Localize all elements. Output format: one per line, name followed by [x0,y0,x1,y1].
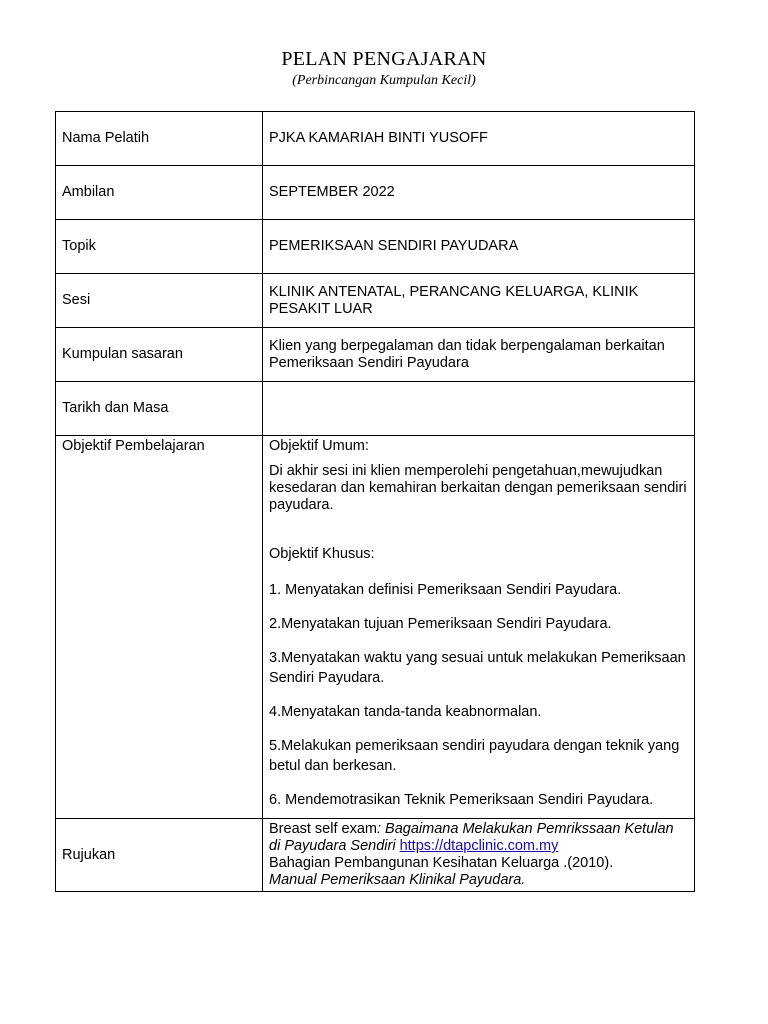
objektif-umum-heading: Objektif Umum: [269,438,369,454]
row-value: SEPTEMBER 2022 [263,166,695,220]
row-label: Nama Pelatih [56,112,263,166]
objektif-khusus-item: 2.Menyatakan tujuan Pemeriksaan Sendiri Payudara. [269,616,612,632]
reference-1-link[interactable]: https://dtapclinic.com.my [399,838,559,854]
reference-1-title: : Bagaimana Melakukan Pemrikssaan Ketulan di Payudara Sendiri [269,821,674,854]
row-value: PJKA KAMARIAH BINTI YUSOFF [263,112,695,166]
table-row-kumpulan-sasaran [56,328,695,382]
objektif-content [263,436,695,819]
row-label: Kumpulan sasaran [56,328,263,382]
page-title: PELAN PENGAJARAN [281,48,487,70]
table-row-tarikh-dan-masa [56,382,695,436]
objektif-khusus-heading: Objektif Khusus: [269,546,375,562]
row-label: Tarikh dan Masa [56,382,263,436]
table-row-objektif [56,436,695,819]
row-value: Klien yang berpegalaman dan tidak berpengalaman berkaitan Pemeriksaan Sendiri Payudara [263,328,695,382]
row-value [263,382,695,436]
objektif-umum-text: Di akhir sesi ini klien memperolehi pengetahuan,mewujudkan kesedaran dan kemahiran berkaitan dengan pemeriksaan sendiri payudara. [269,463,687,513]
table-row-nama-pelatih [56,112,695,166]
lesson-plan-table [55,111,695,892]
objektif-khusus-item: 1. Menyatakan definisi Pemeriksaan Sendiri Payudara. [269,582,622,598]
row-value: PEMERIKSAAN SENDIRI PAYUDARA [263,220,695,274]
objektif-khusus-item: 6. Mendemotrasikan Teknik Pemeriksaan Sendiri Payudara. [269,792,654,808]
row-value: KLINIK ANTENATAL, PERANCANG KELUARGA, KLINIK PESAKIT LUAR [263,274,695,328]
reference-1-prefix: Breast self exam [269,821,377,837]
objektif-khusus-item: 5.Melakukan pemeriksaan sendiri payudara dengan teknik yang betul dan berkesan. [269,738,680,774]
reference-1 [269,821,688,855]
table-row-ambilan [56,166,695,220]
rujukan-content [263,819,695,892]
page-subtitle: (Perbincangan Kumpulan Kecil) [292,73,476,88]
reference-2-title: Manual Pemeriksaan Klinikal Payudara. [269,872,526,888]
reference-2-text: Bahagian Pembangunan Kesihatan Keluarga .(2010). [269,855,614,871]
objektif-khusus-item: 4.Menyatakan tanda-tanda keabnormalan. [269,704,542,720]
row-label: Objektif Pembelajaran [56,436,263,819]
row-label: Rujukan [56,819,263,892]
row-label: Sesi [56,274,263,328]
table-row-sesi [56,274,695,328]
table-row-rujukan [56,819,695,892]
objektif-khusus-item: 3.Menyatakan waktu yang sesuai untuk melakukan Pemeriksaan Sendiri Payudara. [269,650,686,686]
row-label: Topik [56,220,263,274]
table-row-topik [56,220,695,274]
row-label: Ambilan [56,166,263,220]
